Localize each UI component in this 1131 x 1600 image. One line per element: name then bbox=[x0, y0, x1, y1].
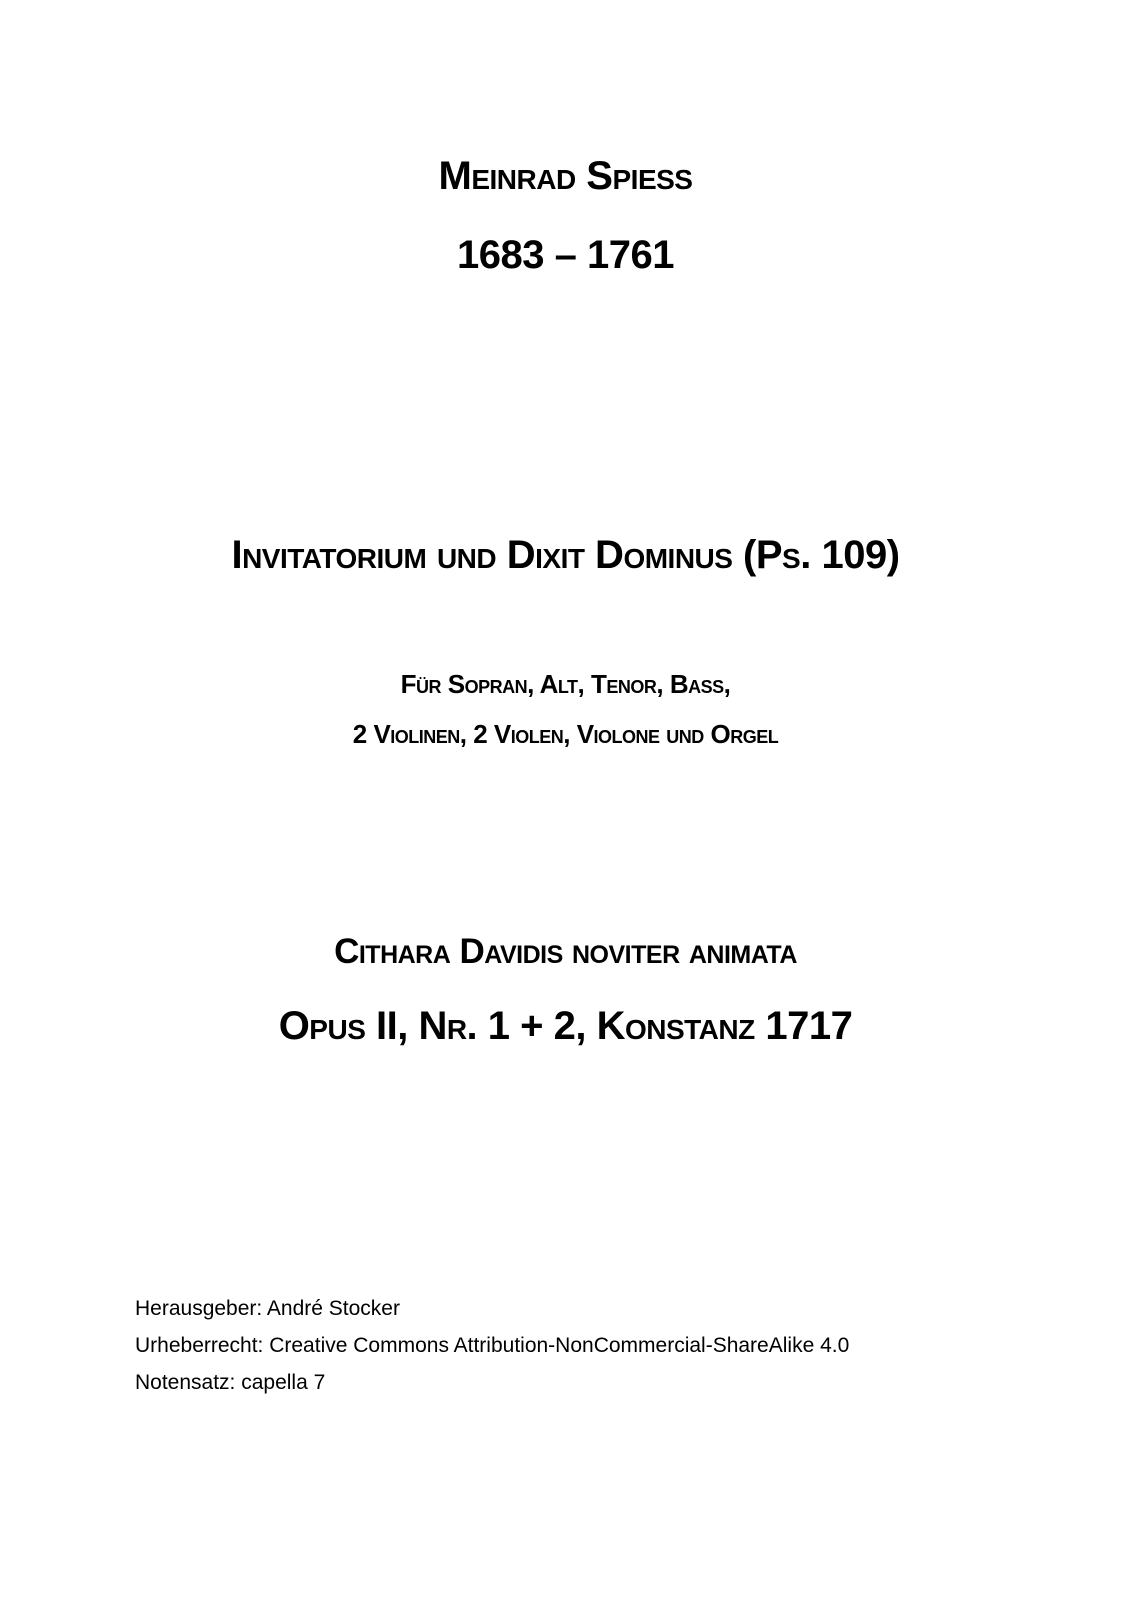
work-title: Invitatorium und Dixit Dominus (Ps. 109) bbox=[231, 533, 900, 577]
credits-block bbox=[135, 1290, 849, 1401]
opus-info: Opus II, Nr. 1 + 2, Konstanz 1717 bbox=[278, 1004, 853, 1048]
engraving-credit: Notensatz: capella 7 bbox=[135, 1371, 326, 1394]
editor-credit: Herausgeber: André Stocker bbox=[135, 1297, 400, 1320]
scoring-line-1: Für Sopran, Alt, Tenor, Bass, bbox=[400, 669, 731, 699]
copyright-credit: Urheberrecht: Creative Commons Attribution-NonCommercial-ShareAlike 4.0 bbox=[135, 1334, 850, 1357]
scoring-line-2: 2 Violinen, 2 Violen, Violone und Orgel bbox=[352, 719, 779, 749]
collection-title: Cithara Davidis noviter animata bbox=[334, 932, 797, 971]
composer-dates: 1683 – 1761 bbox=[457, 233, 674, 277]
composer-name: Meinrad Spiess bbox=[438, 154, 693, 198]
